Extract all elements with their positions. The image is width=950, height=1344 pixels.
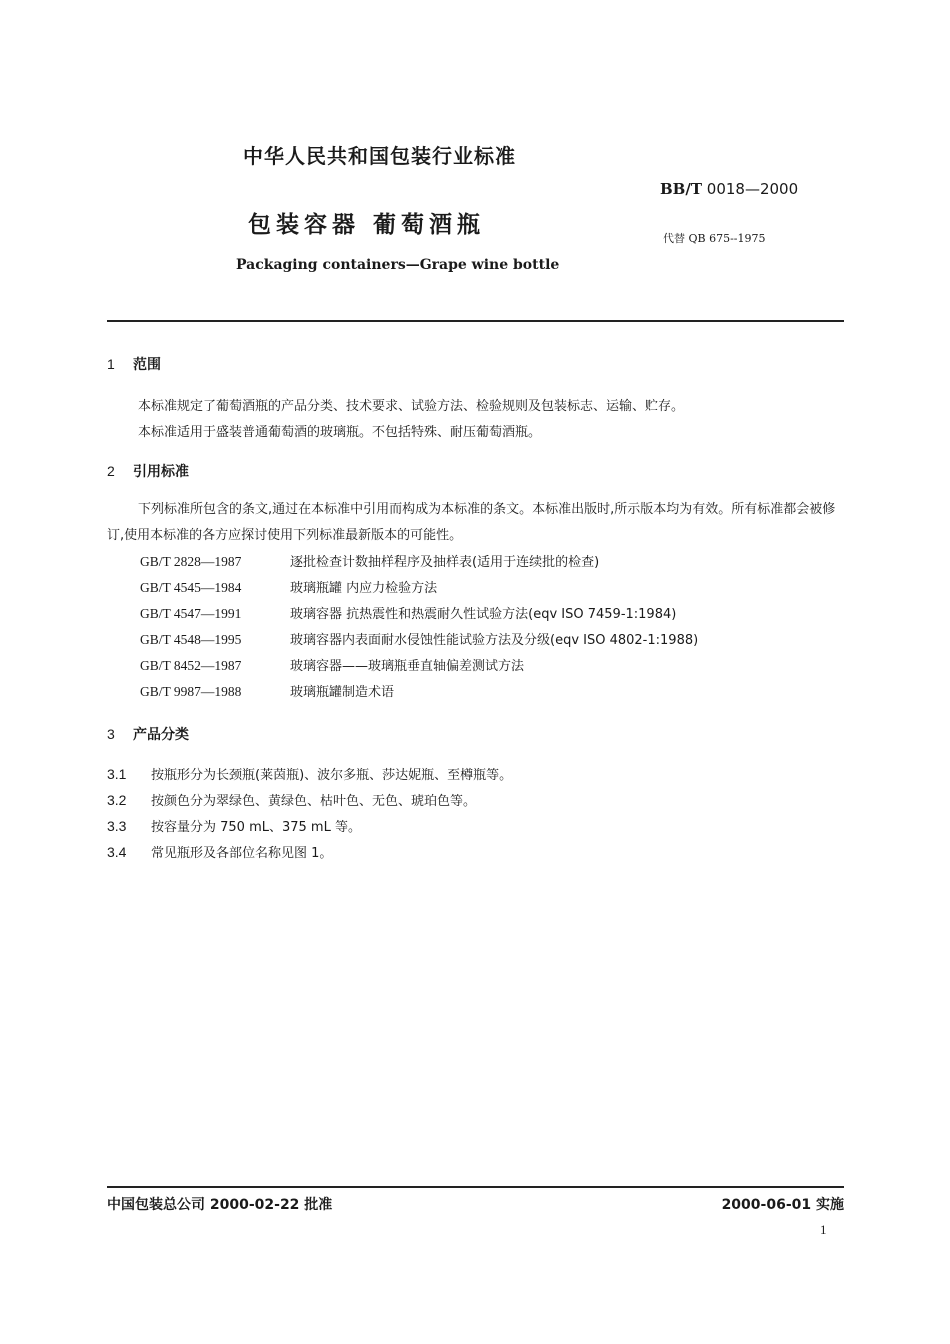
item-text: 按瓶形分为长颈瓶(莱茵瓶)、波尔多瓶、莎达妮瓶、至樽瓶等。 bbox=[151, 768, 513, 783]
section-2-heading bbox=[107, 461, 189, 481]
section-number: 3 bbox=[107, 726, 115, 742]
reference-title: 逐批检查计数抽样程序及抽样表(适用于连续批的检查) bbox=[290, 555, 600, 570]
item-text: 按颜色分为翠绿色、黄绿色、枯叶色、无色、琥珀色等。 bbox=[151, 794, 477, 809]
reference-code: GB/T 2828—1987 bbox=[140, 554, 242, 569]
reference-row bbox=[140, 681, 394, 700]
standard-code bbox=[660, 180, 798, 198]
reference-title: 玻璃瓶罐 内应力检验方法 bbox=[290, 581, 438, 596]
standard-code-prefix: BB/T bbox=[660, 180, 702, 198]
reference-title: 玻璃容器 抗热震性和热震耐久性试验方法(eqv ISO 7459-1:1984) bbox=[290, 607, 677, 622]
section-title: 引用标准 bbox=[133, 464, 189, 480]
item-number: 3.3 bbox=[107, 818, 127, 834]
classification-item bbox=[107, 842, 332, 861]
standard-code-number: 0018—2000 bbox=[706, 180, 799, 198]
section-number: 2 bbox=[107, 463, 115, 479]
reference-row bbox=[140, 577, 437, 596]
reference-code: GB/T 4548—1995 bbox=[140, 632, 242, 647]
section-3-heading bbox=[107, 724, 189, 744]
implementation-note: 2000-06-01 实施 bbox=[721, 1197, 844, 1213]
reference-code: GB/T 8452—1987 bbox=[140, 658, 242, 673]
reference-row bbox=[140, 655, 524, 674]
replaces-note: 代替 QB 675--1975 bbox=[663, 232, 766, 245]
item-number: 3.4 bbox=[107, 844, 127, 860]
header-divider bbox=[107, 320, 844, 322]
reference-title: 玻璃容器内表面耐水侵蚀性能试验方法及分级(eqv ISO 4802-1:1988) bbox=[290, 633, 699, 648]
reference-code: GB/T 4547—1991 bbox=[140, 606, 242, 621]
reference-row bbox=[140, 603, 676, 622]
item-text: 按容量分为 750 mL、375 mL 等。 bbox=[151, 820, 361, 835]
reference-row bbox=[140, 629, 698, 648]
english-title: Packaging containers—Grape wine bottle bbox=[236, 257, 560, 273]
section-title: 范围 bbox=[133, 357, 161, 373]
intro-text: 下列标准所包含的条文,通过在本标准中引用而构成为本标准的条文。本标准出版时,所示版本均为有效。所有标准都会被修订,使用本标准的各方应探讨使用下列标准最新版本的可能性。 bbox=[107, 502, 836, 543]
classification-item bbox=[107, 764, 512, 783]
section-2-intro bbox=[107, 497, 844, 549]
section-number: 1 bbox=[107, 356, 115, 372]
footer-divider bbox=[107, 1186, 844, 1188]
item-text: 常见瓶形及各部位名称见图 1。 bbox=[151, 846, 333, 861]
approval-note: 中国包装总公司 2000-02-22 批准 bbox=[107, 1197, 333, 1213]
reference-code: GB/T 4545—1984 bbox=[140, 580, 242, 595]
section-title: 产品分类 bbox=[133, 727, 189, 743]
reference-code: GB/T 9987—1988 bbox=[140, 684, 242, 699]
main-title: 包装容器 葡萄酒瓶 bbox=[248, 212, 486, 238]
reference-row bbox=[140, 551, 599, 570]
classification-item bbox=[107, 816, 361, 835]
classification-item bbox=[107, 790, 476, 809]
section-1-paragraph: 本标准适用于盛装普通葡萄酒的玻璃瓶。不包括特殊、耐压葡萄酒瓶。 bbox=[138, 425, 542, 440]
page-number: 1 bbox=[820, 1222, 827, 1237]
item-number: 3.1 bbox=[107, 766, 127, 782]
section-1-heading bbox=[107, 354, 161, 374]
reference-title: 玻璃瓶罐制造术语 bbox=[290, 685, 395, 700]
section-1-paragraph: 本标准规定了葡萄酒瓶的产品分类、技术要求、试验方法、检验规则及包装标志、运输、贮存。 bbox=[138, 399, 685, 414]
reference-title: 玻璃容器——玻璃瓶垂直轴偏差测试方法 bbox=[290, 659, 525, 674]
item-number: 3.2 bbox=[107, 792, 127, 808]
org-title: 中华人民共和国包装行业标准 bbox=[243, 144, 516, 168]
